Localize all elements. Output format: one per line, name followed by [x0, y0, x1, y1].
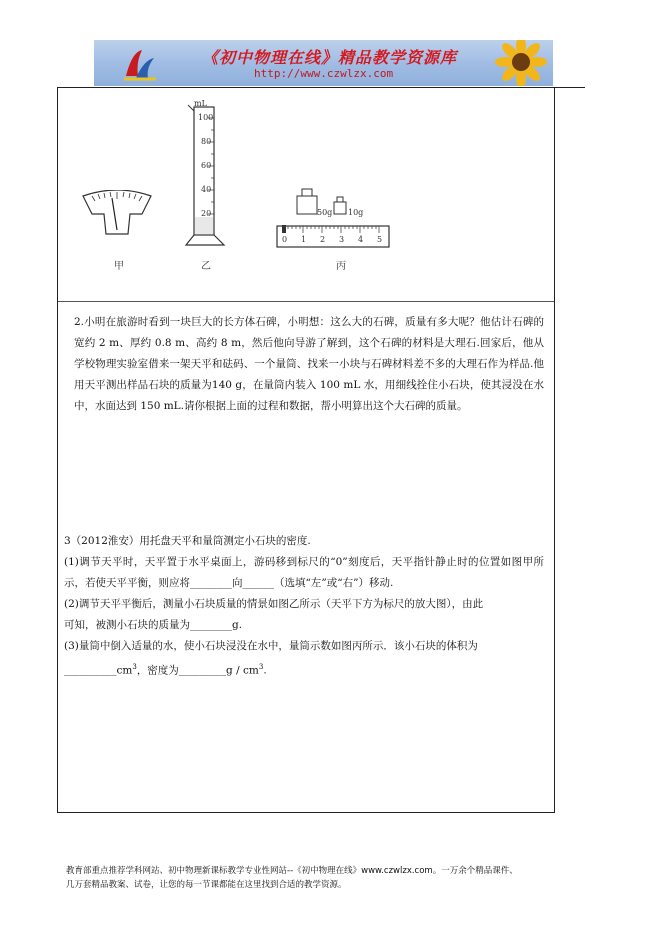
ruler-tick-label: 2 [320, 235, 326, 244]
density-blank: ，密度为_________g / cm [136, 664, 259, 677]
weight-label-50g: 50g [317, 208, 333, 217]
question-2 [64, 312, 544, 417]
ruler-tick-label: 3 [339, 235, 345, 244]
question-3-part1: (1)调节天平时，天平置于水平桌面上，游码移到标尺的“0”刻度后，天平指针静止时的位置如图甲所示，若使天平平衡，则应将________向______（选填“左”或“右”）移动. [64, 556, 544, 589]
content-frame [57, 87, 555, 813]
question-2-text: 2.小明在旅游时看到一块巨大的长方体石碑，小明想：这么大的石碑，质量有多大呢？他估计石碑的宽约 2 m、厚约 0.8 m、高约 8 m，然后他向导游了解到，这个石碑的材料是大理石.回家后，他从学校物理实验室借来一架天平和砝码、一个量筒、找来一小块与石碑材料差不多的大理石作为样品.他用天平测出样品石块的质量为140 g，在量筒内装入 100 mL 水，用细线拴住小石块，使其浸没在水中，水面达到 150 mL.请你根据上面的过程和数据，帮小明算出这个大石碑的质量。 [74, 316, 544, 412]
figure-label-jia: 甲 [114, 261, 124, 272]
cylinder-unit: mL [194, 99, 207, 108]
ruler-tick-label: 5 [377, 235, 383, 244]
banner-url[interactable]: http://www.czwlzx.com [254, 67, 394, 80]
section-divider [58, 301, 554, 302]
ruler-tick-label: 1 [301, 235, 307, 244]
page-footer [66, 864, 606, 892]
footer-line-1: 教育部重点推荐学科网站、初中物理新课标教学专业性网站--《初中物理在线》www.czwlzx.com。一万余个精品课件、 [66, 866, 518, 876]
superscript-3: 3 [132, 663, 137, 671]
ruler-tick-label: 4 [358, 235, 364, 244]
ruler-figure [276, 225, 390, 249]
sunflower-icon [489, 40, 549, 86]
banner-title: 《初中物理在线》精品教学资源库 [202, 48, 458, 67]
question-3-part2a: (2)调节天平平衡后，测量小石块质量的情景如图乙所示（天平下方为标尺的放大图），由此 [64, 598, 484, 610]
logo-icon [122, 46, 158, 82]
header-banner [94, 40, 553, 86]
cylinder-tick-label: 100 [198, 113, 214, 122]
question-3-part3b [64, 657, 544, 682]
figure-label-yi: 乙 [201, 261, 211, 272]
cylinder-tick-label: 20 [201, 209, 212, 218]
question-3-part2b: 可知，被测小石块的质量为________g. [64, 619, 243, 631]
ruler-tick-label: 0 [282, 235, 288, 244]
weight-label-10g: 10g [348, 208, 364, 217]
balance-pointer-figure [80, 190, 154, 240]
question-3 [64, 531, 544, 682]
question-3-part3a: (3)量筒中倒入适量的水，使小石块浸没在水中，量筒示数如图丙所示．该小石块的体积为 [64, 640, 478, 652]
footer-line-2: 几万套精品教案、试卷，让您的每一节课都能在这里找到合适的教学资源。 [66, 880, 347, 890]
cylinder-tick-label: 60 [201, 161, 212, 170]
question-3-title: 3（2012淮安）用托盘天平和量筒测定小石块的密度. [64, 535, 311, 547]
cylinder-tick-label: 40 [201, 185, 212, 194]
volume-blank: __________cm [64, 664, 133, 677]
figure-label-bing: 丙 [336, 261, 346, 272]
end-period: . [263, 664, 267, 677]
cylinder-tick-label: 80 [201, 137, 212, 146]
superscript-3: 3 [258, 663, 264, 671]
